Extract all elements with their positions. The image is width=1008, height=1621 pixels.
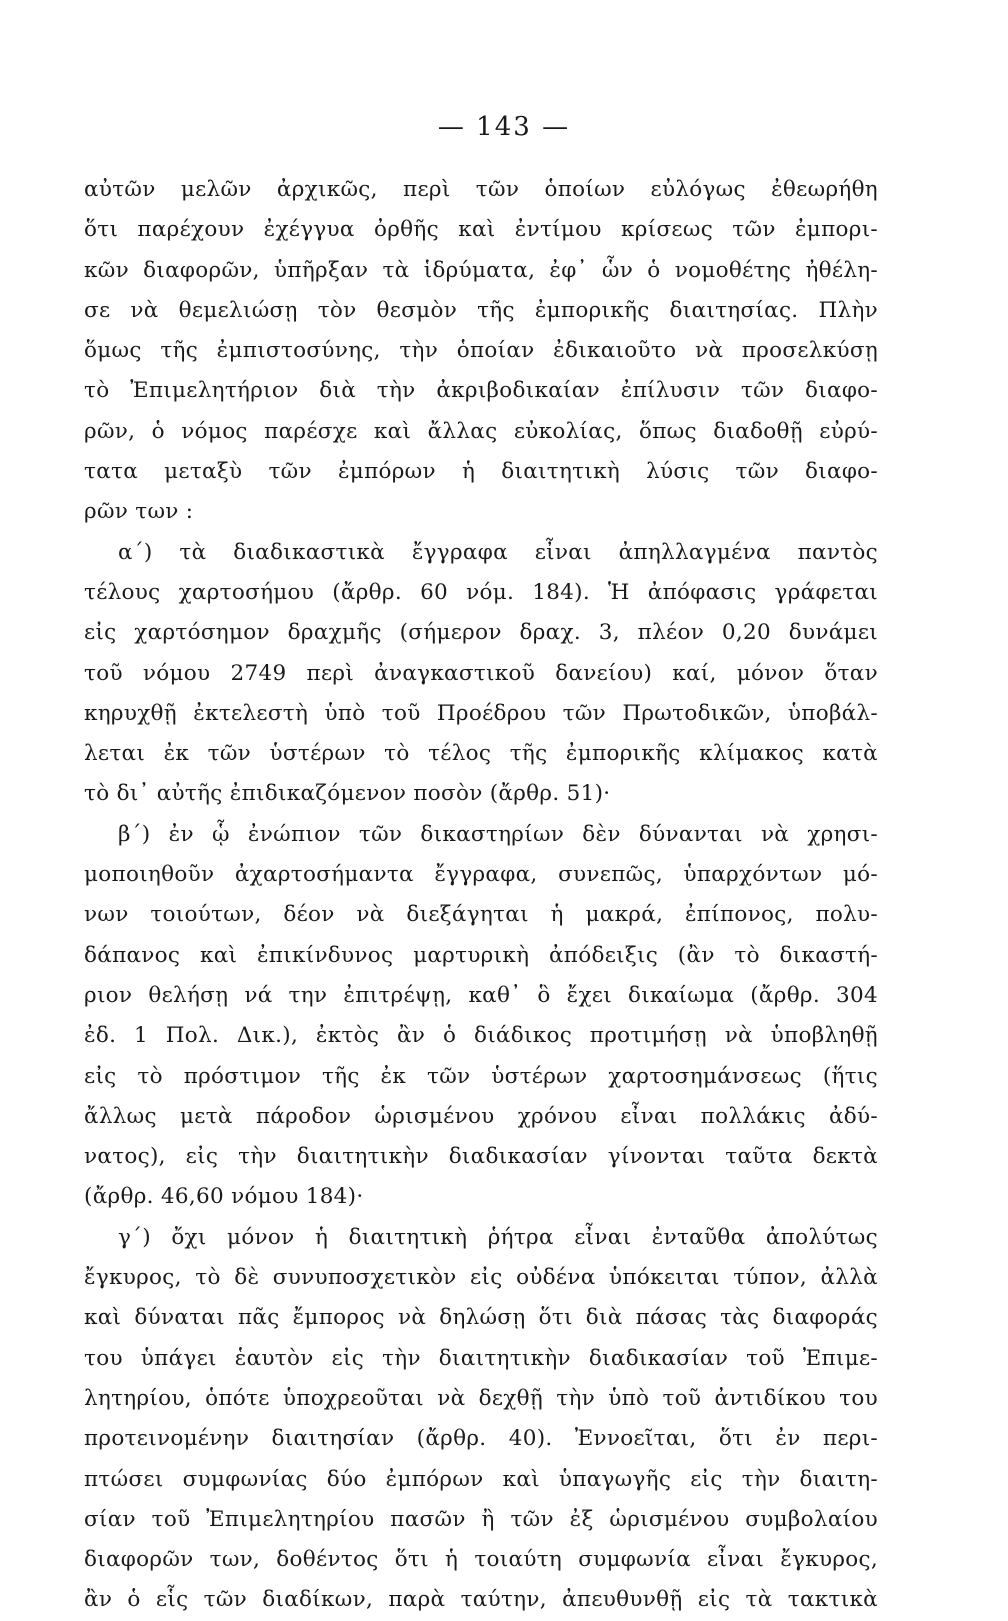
page-number: — 143 — <box>437 112 571 142</box>
text-line: ὅμως τῆς ἐμπιστοσύνης, τὴν ὁποίαν ἐδικαιοῦτο νὰ προσελκύσῃ <box>84 338 878 364</box>
text-line: τὸ Ἐπιμελητήριον διὰ τὴν ἀκριβοδικαίαν ἐπίλυσιν τῶν διαφο- <box>84 378 878 404</box>
text-line: ἂν ὁ εἷς τῶν διαδίκων, παρὰ ταύτην, ἀπευθυνθῇ εἰς τὰ τακτικὰ <box>84 1587 878 1613</box>
text-line: νατος), εἰς τὴν διαιτητικὴν διαδικασίαν γίνονται ταῦτα δεκτὰ <box>84 1144 878 1170</box>
text-line: κῶν διαφορῶν, ὑπῆρξαν τὰ ἱδρύματα, ἐφ᾿ ὧν ὁ νομοθέτης ἠθέλη- <box>84 257 878 283</box>
text-line: πτώσει συμφωνίας δύο ἐμπόρων καὶ ὑπαγωγῆς εἰς τὴν διαιτη- <box>84 1466 878 1492</box>
text-line: τέλους χαρτοσήμου (ἄρθρ. 60 νόμ. 184). Ἡ ἀπόφασις γράφεται <box>84 579 878 605</box>
text-line: γ΄) ὄχι μόνον ἡ διαιτητικὴ ῥήτρα εἶναι ἐνταῦθα ἀπολύτως <box>118 1224 878 1250</box>
text-line: νων τοιούτων, δέον νὰ διεξάγηται ἡ μακρά, ἐπίπονος, πολυ- <box>84 902 878 928</box>
text-line: προτεινομένην διαιτησίαν (ἄρθρ. 40). Ἐννοεῖται, ὅτι ἐν περι- <box>84 1426 878 1452</box>
text-line: τοῦ νόμου 2749 περὶ ἀναγκαστικοῦ δανείου) καί, μόνον ὅταν <box>84 660 878 686</box>
text-line: σε νὰ θεμελιώσῃ τὸν θεσμὸν τῆς ἐμπορικῆς διαιτησίας. Πλὴν <box>84 297 878 323</box>
text-line: μοποιηθοῦν ἀχαρτοσήμαντα ἔγγραφα, συνεπῶς, ὑπαρχόντων μό- <box>84 862 878 888</box>
text-line: ἔγκυρος, τὸ δὲ συνυποσχετικὸν εἰς οὐδένα ὑπόκειται τύπον, ἀλλὰ <box>84 1265 878 1291</box>
text-line: του ὑπάγει ἑαυτὸν εἰς τὴν διαιτητικὴν διαδικασίαν τοῦ Ἐπιμε- <box>84 1345 878 1371</box>
text-line: καὶ δύναται πᾶς ἔμπορος νὰ δηλώσῃ ὅτι διὰ πάσας τὰς διαφοράς <box>84 1305 878 1331</box>
text-line: ἐδ. 1 Πολ. Δικ.), ἐκτὸς ἂν ὁ διάδικος προτιμήσῃ νὰ ὑποβληθῇ <box>84 1023 878 1049</box>
text-line: β΄) ἐν ᾧ ἐνώπιον τῶν δικαστηρίων δὲν δύνανται νὰ χρησι- <box>118 821 878 847</box>
text-line: τὸ δι᾿ αὐτῆς ἐπιδικαζόμενον ποσὸν (ἄρθρ. 51)· <box>84 781 611 807</box>
text-line: σίαν τοῦ Ἐπιμελητηρίου πασῶν ἢ τῶν ἐξ ὡρισμένου συμβολαίου <box>84 1506 878 1532</box>
text-line: ριον θελήσῃ νά την ἐπιτρέψῃ, καθ᾿ ὃ ἔχει δικαίωμα (ἄρθρ. 304 <box>84 982 878 1008</box>
text-line: ἄλλως μετὰ πάροδον ὡρισμένου χρόνου εἶναι πολλάκις ἀδύ- <box>84 1103 878 1129</box>
text-line: διαφορῶν των, δοθέντος ὅτι ἡ τοιαύτη συμφωνία εἶναι ἔγκυρος, <box>84 1547 878 1573</box>
text-line: κηρυχθῇ ἐκτελεστὴ ὑπὸ τοῦ Προέδρου τῶν Πρωτοδικῶν, ὑποβάλ- <box>84 700 878 726</box>
text-line: α΄) τὰ διαδικαστικὰ ἔγγραφα εἶναι ἀπηλλαγμένα παντὸς <box>118 539 878 565</box>
text-line: τατα μεταξὺ τῶν ἐμπόρων ἡ διαιτητικὴ λύσις τῶν διαφο- <box>84 459 878 485</box>
text-line: αὐτῶν μελῶν ἀρχικῶς, περὶ τῶν ὁποίων εὐλόγως ἐθεωρήθη <box>84 177 878 202</box>
text-line: εἰς χαρτόσημον δραχμῆς (σήμερον δραχ. 3, πλέον 0,20 δυνάμει <box>84 620 878 646</box>
text-line: ρῶν, ὁ νόμος παρέσχε καὶ ἄλλας εὐκολίας, ὅπως διαδοθῇ εὐρύ- <box>84 418 878 444</box>
text-line: ρῶν των : <box>84 499 194 525</box>
text-line: δάπανος καὶ ἐπικίνδυνος μαρτυρικὴ ἀπόδειξις (ἂν τὸ δικαστή- <box>84 942 878 968</box>
body-text <box>84 170 878 1621</box>
text-line: (ἄρθρ. 46,60 νόμου 184)· <box>84 1184 364 1210</box>
text-line: εἰς τὸ πρόστιμον τῆς ἐκ τῶν ὑστέρων χαρτοσημάνσεως (ἥτις <box>84 1063 878 1089</box>
text-line: ὅτι παρέχουν ἐχέγγυα ὀρθῆς καὶ ἐντίμου κρίσεως τῶν ἐμπορι- <box>84 217 878 243</box>
text-line: λεται ἐκ τῶν ὑστέρων τὸ τέλος τῆς ἐμπορικῆς κλίμακος κατὰ <box>84 741 878 767</box>
text-line: λητηρίου, ὁπότε ὑποχρεοῦται νὰ δεχθῇ τὴν ὑπὸ τοῦ ἀντιδίκου του <box>84 1385 878 1411</box>
